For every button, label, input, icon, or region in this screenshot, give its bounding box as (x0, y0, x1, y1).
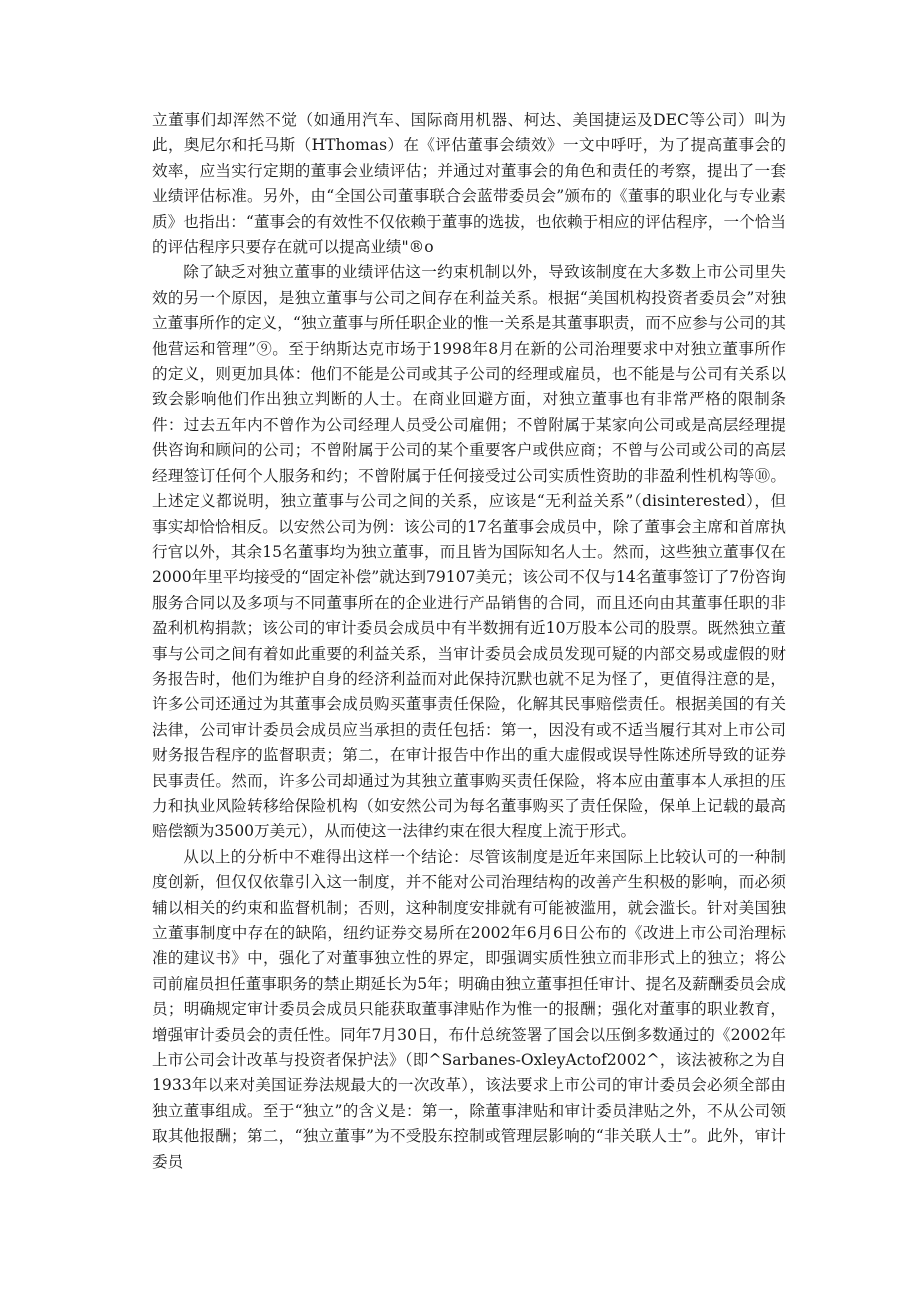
paragraph-conclusion-reform: 从以上的分析中不难得出这样一个结论：尽管该制度是近年来国际上比较认可的一种制度创新，但仅仅依靠引入这一制度，并不能对公司治理结构的改善产生积极的影响，而必须辅以相关的约束和监督机制；否则，这种制度安排就有可能被滥用，就会滥长。针对美国独立董事制度中存在的缺陷，纽约证券交易所在2002年6月6日公布的《改进上市公司治理标准的建议书》中，强化了对董事独立性的界定，即强调实质性独立而非形式上的独立；将公司前雇员担任董事职务的禁止期延长为5年；明确由独立董事担任审计、提名及薪酬委员会成员；明确规定审计委员会成员只能获取董事津贴作为惟一的报酬；强化对董事的职业教育，增强审计委员会的责任性。同年7月30日，布什总统签署了国会以压倒多数通过的《2002年上市公司会计改革与投资者保护法》（即^Sarbanes-OxleyActof2002^，该法被称之为自1933年以来对美国证券法规最大的一次改革），该法要求上市公司的审计委员会必须全部由独立董事组成。至于“独立”的含义是：第一，除董事津贴和审计委员津贴之外，不从公司领取其他报酬；第二，“独立董事”为不受股东控制或管理层影响的“非关联人士”。此外，审计委员 (152, 847, 786, 1171)
paragraph-independent-director-interest: 除了缺乏对独立董事的业绩评估这一约束机制以外，导致该制度在大多数上市公司里失效的另一个原因，是独立董事与公司之间存在利益关系。根据“美国机构投资者委员会”对独立董事所作的定义，“独立董事与所任职企业的惟一关系是其董事职责，而不应参与公司的其他营运和管理”⑨。至于纳斯达克市场于1998年8月在新的公司治理要求中对独立董事所作的定义，则更加具体：他们不能是公司或其子公司的经理或雇员，也不能是与公司有关系以致会影响他们作出独立判断的人士。在商业回避方面，对独立董事也有非常严格的限制条件：过去五年内不曾作为公司经理人员受公司雇佣；不曾附属于某家向公司或是高层经理提供咨询和顾问的公司；不曾附属于公司的某个重要客户或供应商；不曾与公司或公司的高层经理签订任何个人服务和约；不曾附属于任何接受过公司实质性资助的非盈利性机构等⑩。上述定义都说明，独立董事与公司之间的关系，应该是“无利益关系”（disinterested），但事实却恰恰相反。以安然公司为例：该公司的17名董事会成员中，除了董事会主席和首席执行官以外，其余15名董事均为独立董事，而且皆为国际知名人士。然而，这些独立董事仅在2000年里平均接受的“固定补偿”就达到79107美元；该公司不仅与14名董事签订了7份咨询服务合同以及多项与不同董事所在的企业进行产品销售的合同，而且还向由其董事任职的非盈利机构捐款；该公司的审计委员会成员中有半数拥有近10万股本公司的股票。既然独立董事与公司之间有着如此重要的利益关系，当审计委员会成员发现可疑的内部交易或虚假的财务报告时，他们为维护自身的经济利益而对此保持沉默也就不足为怪了，更值得注意的是，许多公司还通过为其董事会成员购买董事责任保险，化解其民事赔偿责任。根据美国的有关法律，公司审计委员会成员应当承担的责任包括：第一，因没有或不适当履行其对上市公司财务报告程序的监督职责；第二，在审计报告中作出的重大虚假或误导性陈述所导致的证券民事责任。然而，许多公司却通过为其独立董事购买责任保险，将本应由董事本人承担的压力和执业风险转移给保险机构（如安然公司为每名董事购买了责任保险，保单上记载的最高赔偿额为3500万美元），从而使这一法律约束在很大程度上流于形式。 (152, 263, 786, 841)
document-body (152, 108, 786, 1175)
paragraph-continued: 立董事们却浑然不觉（如通用汽车、国际商用机器、柯达、美国捷运及DEC等公司）叫为此，奥尼尔和托马斯（HThomas）在《评估董事会绩效》一文中呼吁，为了提高董事会的效率，应当实行定期的董事会业绩评估；并通过对董事会的角色和责任的考察，提出了一套业绩评估标准。另外，由“全国公司董事联合会蓝带委员会”颁布的《董事的职业化与专业素质》也指出：“董事会的有效性不仅依赖于董事的选拔，也依赖于相应的评估程序，一个恰当的评估程序只要存在就可以提高业绩"®o (152, 111, 786, 257)
